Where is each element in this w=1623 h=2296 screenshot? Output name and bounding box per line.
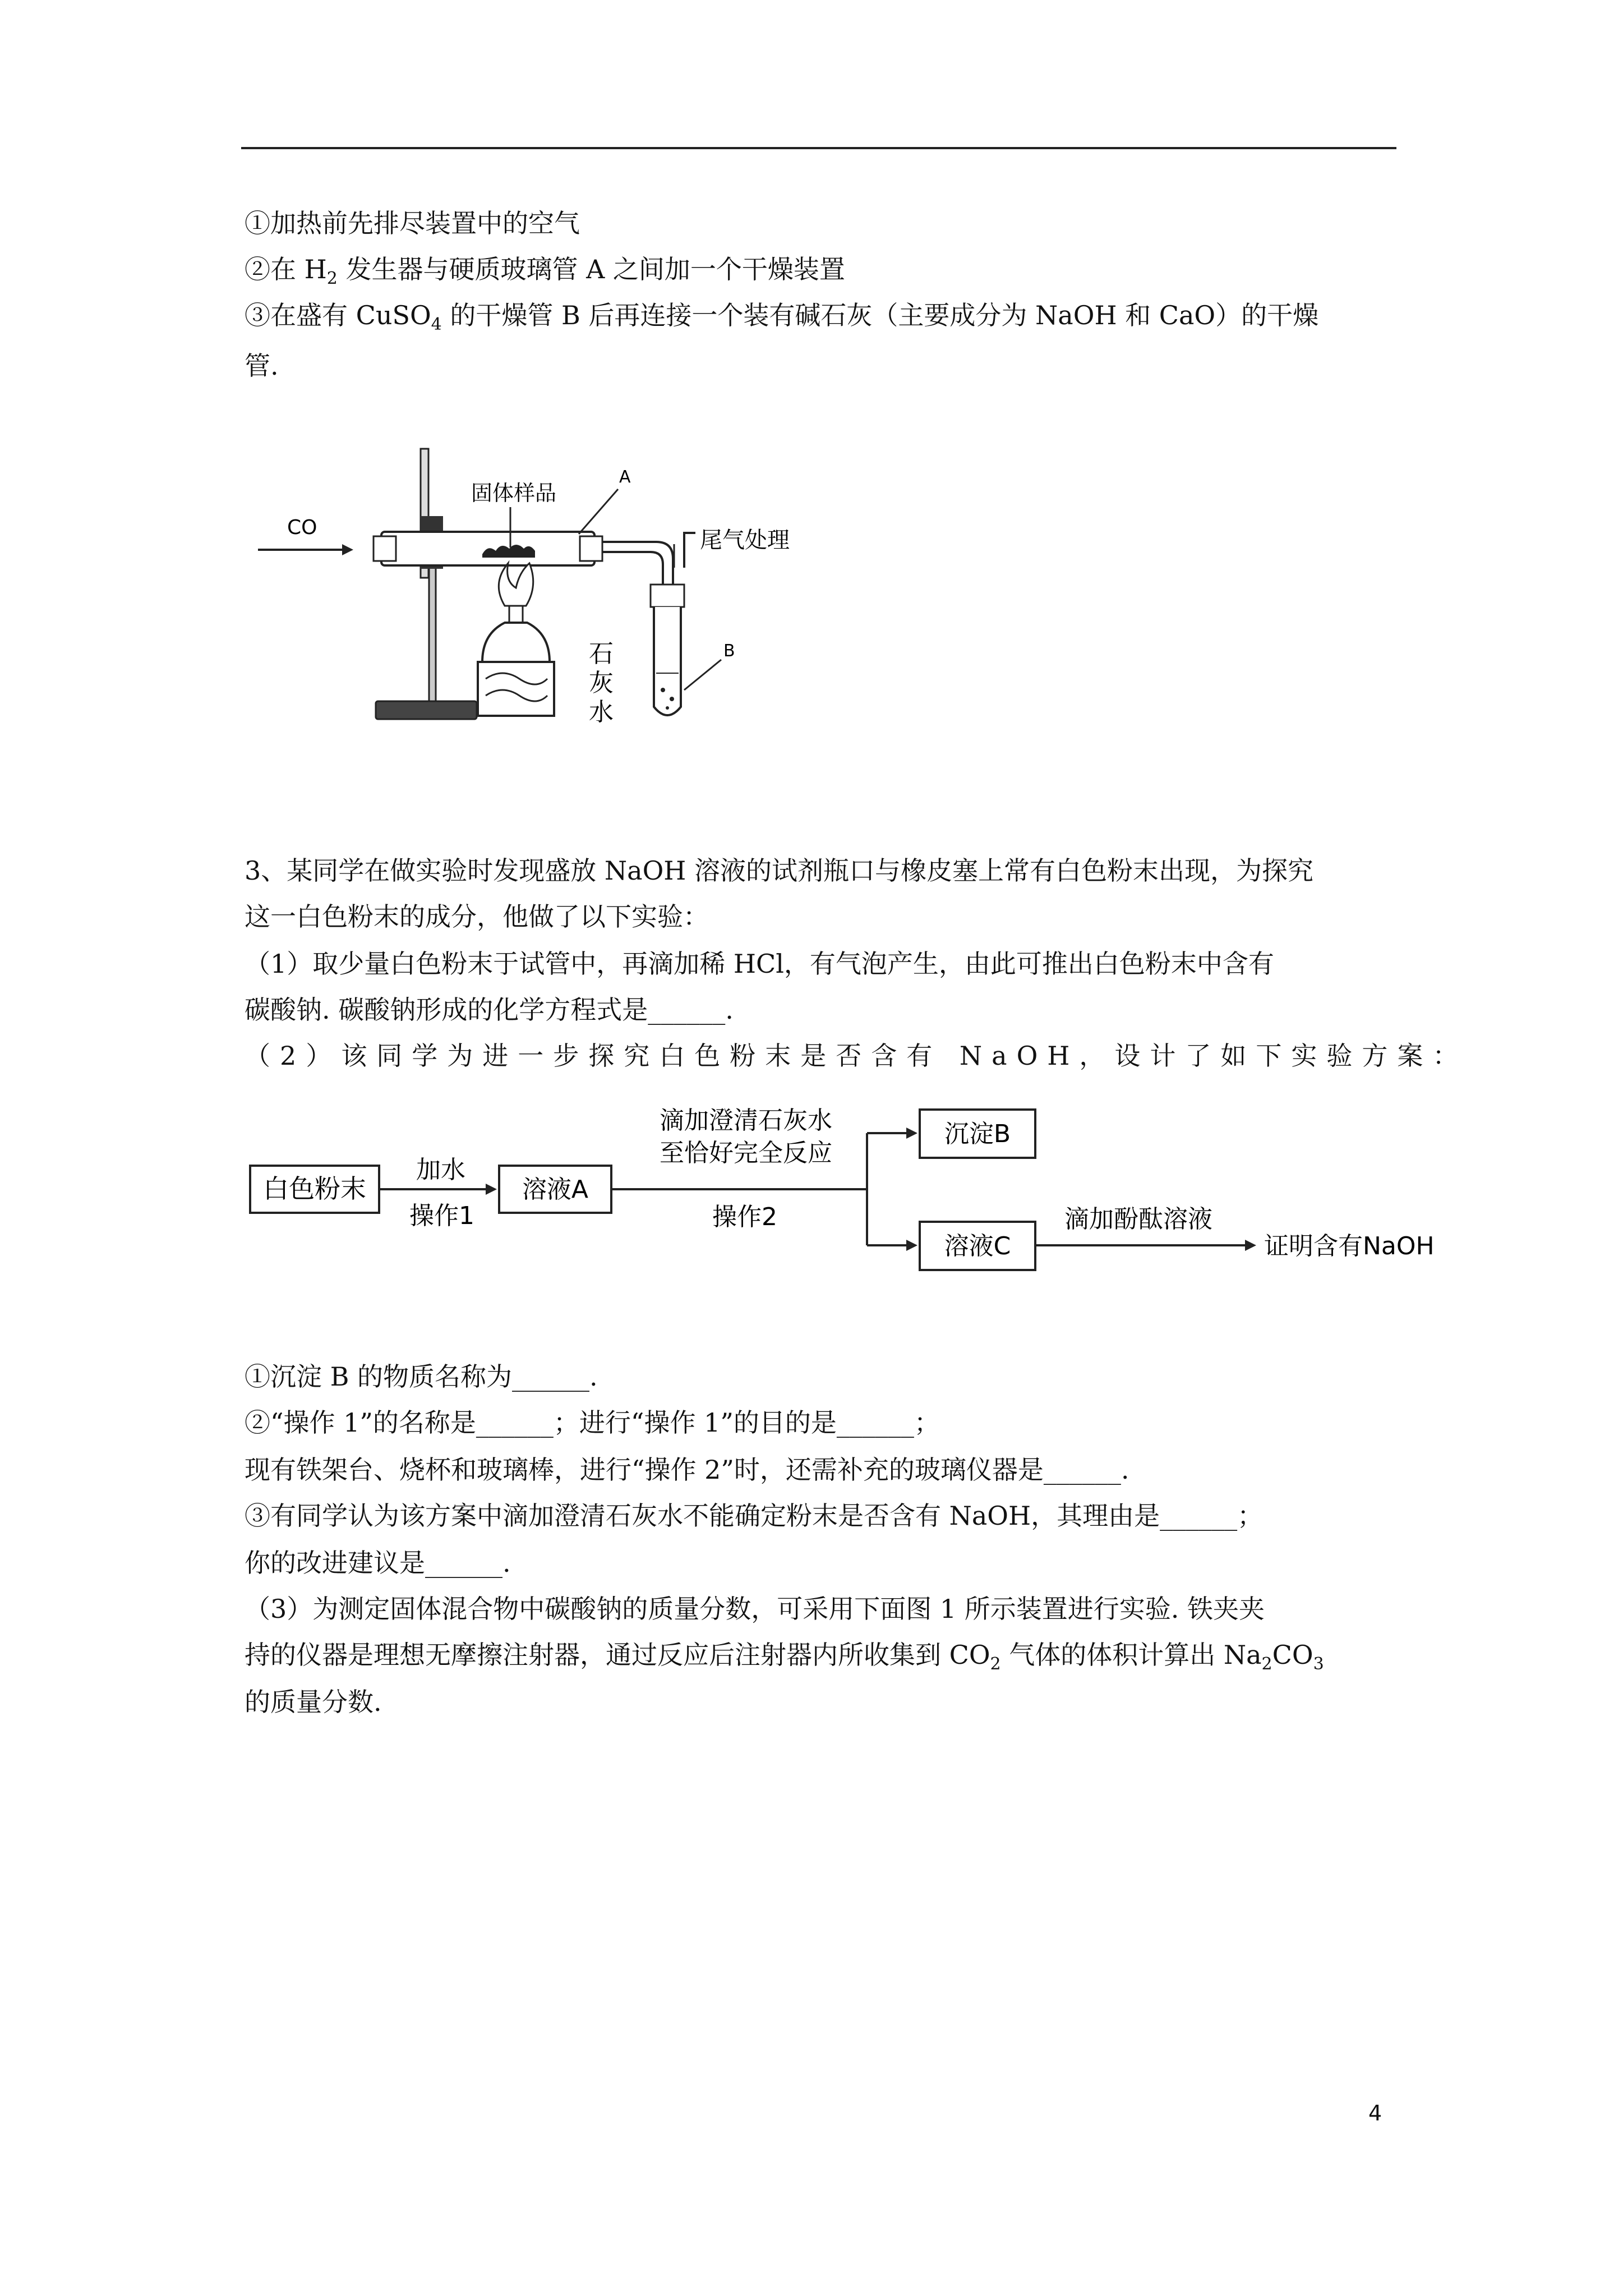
q3-part-3-line-2: 持的仪器是理想无摩擦注射器，通过反应后注射器内所收集到 $CO_2$ 气体的体积计算出 $Na_2CO_3$ <box>245 1640 1324 1674</box>
step-3-label: 滴加酚酞溶液 <box>1064 1205 1212 1234</box>
alcohol-lamp <box>478 563 554 716</box>
header-rule <box>241 147 1396 149</box>
q3-intro-line-1: 3、某同学在做实验时发现盛放 NaOH 溶液的试剂瓶口与橡皮塞上常有白色粉末出现，为探究 <box>245 855 1314 886</box>
item-3: ③在盛有 CuSO$_4$ 的干燥管 B 后再连接一个装有碱石灰（主要成分为 NaOH 和 CaO）的干燥 <box>245 300 1319 334</box>
q3-part-2-line: （2）该同学为进一步探究白色粉末是否含有 NaOH，设计了如下实验方案： <box>245 1041 1468 1071</box>
q3-part-3-line-3: 的质量分数. <box>245 1687 382 1717</box>
step-2-top-line-1: 滴加澄清石灰水 <box>660 1106 832 1135</box>
co-label: CO <box>287 516 317 539</box>
item-1: ①加热前先排尽装置中的空气 <box>245 208 580 238</box>
conclusion-label: 证明含有NaOH <box>1264 1232 1435 1260</box>
glass-tube-a <box>374 532 602 565</box>
q3-part-1-line-2: 碳酸钠. 碳酸钠形成的化学方程式是______. <box>245 995 734 1025</box>
box-solution-c-label: 溶液C <box>944 1232 1011 1260</box>
step-1-top: 加水 <box>416 1156 465 1184</box>
sample-label: 固体样品 <box>471 481 557 505</box>
q3-intro-line-2: 这一白色粉末的成分，他做了以下实验： <box>245 901 709 932</box>
test-tube-b <box>651 585 684 715</box>
q3-part-1-line-1: （1）取少量白色粉末于试管中，再滴加稀 HCl，有气泡产生，由此可推出白色粉末中含有 <box>245 949 1274 979</box>
subq-2: ②“操作 1”的名称是______；进行“操作 1”的目的是______； <box>245 1407 940 1438</box>
apparatus-figure <box>241 438 869 752</box>
box-precipitate-b-label: 沉淀B <box>944 1120 1011 1148</box>
limewater-char-3: 水 <box>589 698 614 726</box>
iron-stand <box>376 449 477 719</box>
subq-1: ①沉淀 B 的物质名称为______. <box>245 1361 598 1392</box>
page-number: 4 <box>1368 2101 1382 2125</box>
tube-a-label: A <box>619 467 631 487</box>
subq-2-continued: 现有铁架台、烧杯和玻璃棒，进行“操作 2”时，还需补充的玻璃仪器是______. <box>245 1455 1129 1485</box>
flowchart <box>241 1099 1475 1290</box>
item-3-continued: 管. <box>245 351 279 381</box>
step-1-bottom: 操作1 <box>409 1202 474 1230</box>
limewater-char-2: 灰 <box>589 669 614 697</box>
subq-3: ③有同学认为该方案中滴加澄清石灰水不能确定粉末是否含有 NaOH，其理由是______； <box>245 1501 1264 1531</box>
box-solution-a-label: 溶液A <box>522 1175 589 1204</box>
flame-icon <box>499 563 533 606</box>
item-2: ②在 $H_2$ 发生器与硬质玻璃管 A 之间加一个干燥装置 <box>245 254 845 288</box>
box-white-powder-label: 白色粉末 <box>263 1174 366 1204</box>
exhaust-label: 尾气处理 <box>700 527 790 553</box>
step-2-bottom: 操作2 <box>712 1203 777 1231</box>
limewater-char-1: 石 <box>589 639 614 668</box>
q3-part-3-line-1: （3）为测定固体混合物中碳酸钠的质量分数，可采用下面图 1 所示装置进行实验. 铁夹夹 <box>245 1594 1265 1624</box>
step-2-top-line-2: 至恰好完全反应 <box>660 1139 832 1167</box>
subq-3-continued: 你的改进建议是______. <box>245 1548 511 1578</box>
tube-b-label: B <box>723 641 735 661</box>
